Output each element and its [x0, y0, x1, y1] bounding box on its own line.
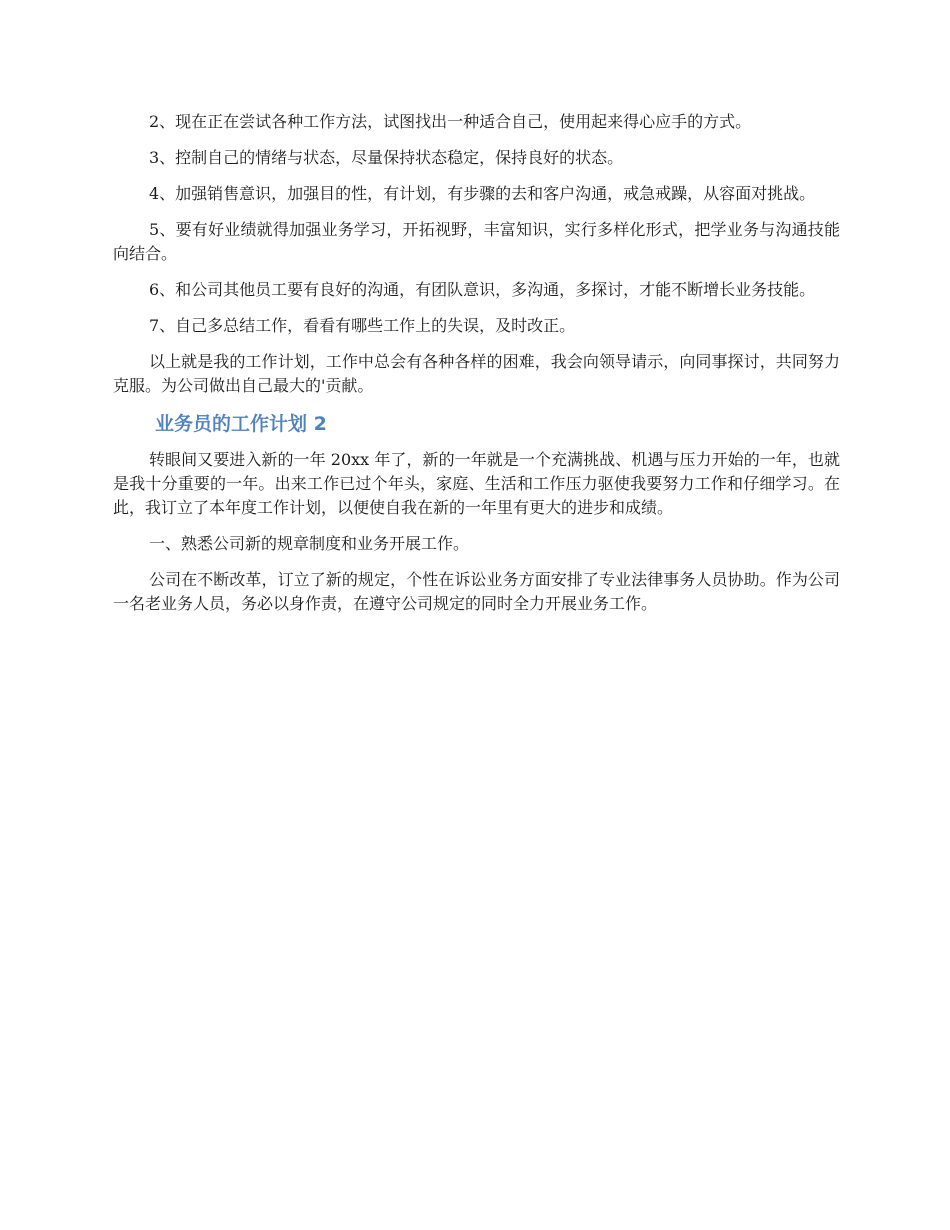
paragraph-item-7: 7、自己多总结工作，看看有哪些工作上的失误，及时改正。 — [149, 316, 576, 335]
paragraph-item-4: 4、加强销售意识，加强目的性，有计划，有步骤的去和客户沟通，戒急戒躁，从容面对挑战。 — [149, 184, 816, 203]
paragraph-section-one-body: 公司在不断改革，订立了新的规定，个性在诉讼业务方面安排了专业法律事务人员协助。作为公司一名老业务人员，务必以身作责，在遵守公司规定的同时全力开展业务工作。 — [113, 570, 840, 613]
paragraph-item-5: 5、要有好业绩就得加强业务学习，开拓视野，丰富知识，实行多样化形式，把学业务与沟通技能向结合。 — [113, 220, 840, 263]
document-page — [113, 110, 840, 628]
paragraph-item-2: 2、现在正在尝试各种工作方法，试图找出一种适合自己，使用起来得心应手的方式。 — [149, 112, 752, 131]
section-heading: 业务员的工作计划 2 — [155, 413, 327, 435]
paragraph-item-6: 6、和公司其他员工要有良好的沟通，有团队意识，多沟通，多探讨，才能不断增长业务技能。 — [149, 280, 816, 299]
paragraph-intro: 转眼间又要进入新的一年 20xx 年了，新的一年就是一个充满挑战、机遇与压力开始的一年，也就是我十分重要的一年。出来工作已过个年头，家庭、生活和工作压力驱使我要努力工作和仔细学习。在此，我订立了本年度工作计划，以便使自我在新的一年里有更大的进步和成绩。 — [113, 450, 840, 517]
paragraph-section-one-title: 一、熟悉公司新的规章制度和业务开展工作。 — [149, 534, 470, 553]
paragraph-summary: 以上就是我的工作计划，工作中总会有各种各样的困难，我会向领导请示，向同事探讨，共同努力克服。为公司做出自己最大的'贡献。 — [113, 352, 840, 395]
paragraph-item-3: 3、控制自己的情绪与状态，尽量保持状态稳定，保持良好的状态。 — [149, 148, 624, 167]
